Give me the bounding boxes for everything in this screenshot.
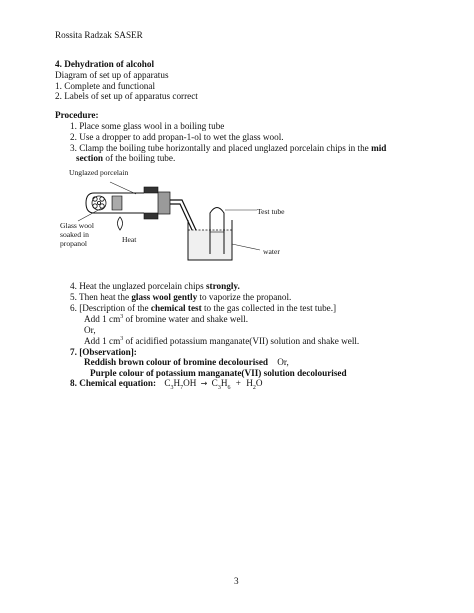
step3-text-d: of the boiling tube. — [103, 153, 176, 163]
arrow-icon: → — [200, 379, 208, 388]
procedure-step-8 — [70, 378, 263, 390]
water-pointer — [232, 244, 260, 250]
clamp — [128, 187, 158, 219]
criteria-item-2: 2. Labels of set up of apparatus correct — [55, 91, 198, 101]
step7-obs-1-bold: Reddish brown colour of bromine decolourised — [84, 357, 269, 367]
criteria-item-1: 1. Complete and functional — [55, 81, 156, 91]
step6-text-c: to the gas collected in the test tube.] — [201, 303, 337, 313]
step5-bold: glass wool gently — [131, 292, 198, 302]
label-glass-wool-2: soaked in — [60, 230, 89, 239]
procedure-step-1: 1. Place some glass wool in a boiling tube — [70, 121, 225, 131]
section-intro: Diagram of set up of apparatus — [55, 70, 169, 80]
label-unglazed-porcelain: Unglazed porcelain — [69, 168, 129, 177]
step6-l4-sup: 3 — [120, 335, 124, 342]
procedure-step-7: 7. [Observation]: — [70, 347, 137, 357]
step6-line-2 — [84, 314, 248, 325]
step6-line-4 — [84, 336, 359, 347]
section-title: 4. Dehydration of alcohol — [55, 59, 155, 69]
label-water: water — [263, 247, 280, 256]
label-heat: Heat — [122, 235, 137, 244]
porcelain-chips — [112, 196, 122, 210]
step3-section: section — [76, 153, 104, 163]
procedure-heading: Procedure: — [55, 110, 99, 120]
procedure-step-3 — [70, 143, 386, 154]
step5-text-c: to vaporize the propanol. — [197, 292, 292, 302]
step6-l2-a: Add 1 cm — [84, 314, 121, 324]
stopper — [158, 192, 170, 214]
apparatus-diagram — [60, 170, 280, 265]
step3-text-a: 3. Clamp the boiling tube horizontally and placed unglazed porcelain chips in the — [70, 143, 372, 153]
heat-flame — [118, 217, 123, 230]
procedure-step-2: 2. Use a dropper to add propan-1-ol to wet the glass wool. — [70, 132, 284, 142]
step4-text: 4. Heat the unglazed porcelain chips — [70, 281, 206, 291]
step6-l4-b: of acidified potassium manganate(VII) solution and shake well. — [123, 336, 360, 346]
page-number: 3 — [234, 576, 239, 586]
step7-observation-2: Purple colour of potassium manganate(VII) solution decolourised — [90, 368, 347, 378]
label-test-tube: Test tube — [257, 207, 285, 216]
procedure-step-4 — [70, 281, 240, 292]
step4-strongly: strongly. — [205, 281, 240, 291]
step6-l2-sup: 3 — [120, 313, 124, 320]
step5-text-a: 5. Then heat the — [70, 292, 132, 302]
label-glass-wool-1: Glass wool — [60, 221, 94, 230]
porcelain-pointer — [110, 182, 136, 194]
step6-bold: chemical test — [150, 303, 202, 313]
step3-mid: mid — [371, 143, 387, 153]
procedure-step-3-cont — [76, 153, 175, 164]
step7-observation-1 — [84, 357, 289, 368]
step7-or: Or, — [268, 357, 289, 367]
procedure-step-5 — [70, 292, 291, 303]
step6-or: Or, — [84, 325, 96, 335]
procedure-step-6 — [70, 303, 336, 314]
label-glass-wool-3: propanol — [60, 239, 87, 248]
step6-l2-b: of bromine water and shake well. — [123, 314, 248, 324]
header-author: Rossita Radzak SASER — [55, 30, 143, 40]
step8-label: 8. Chemical equation: — [70, 378, 157, 388]
glass-wool — [92, 196, 106, 210]
step6-l4-a: Add 1 cm — [84, 336, 121, 346]
chemical-equation: $C_3H_7OH \to C_3H_6 + H_2O$ — [164, 378, 263, 391]
step6-text-a: 6. [Description of the — [70, 303, 151, 313]
